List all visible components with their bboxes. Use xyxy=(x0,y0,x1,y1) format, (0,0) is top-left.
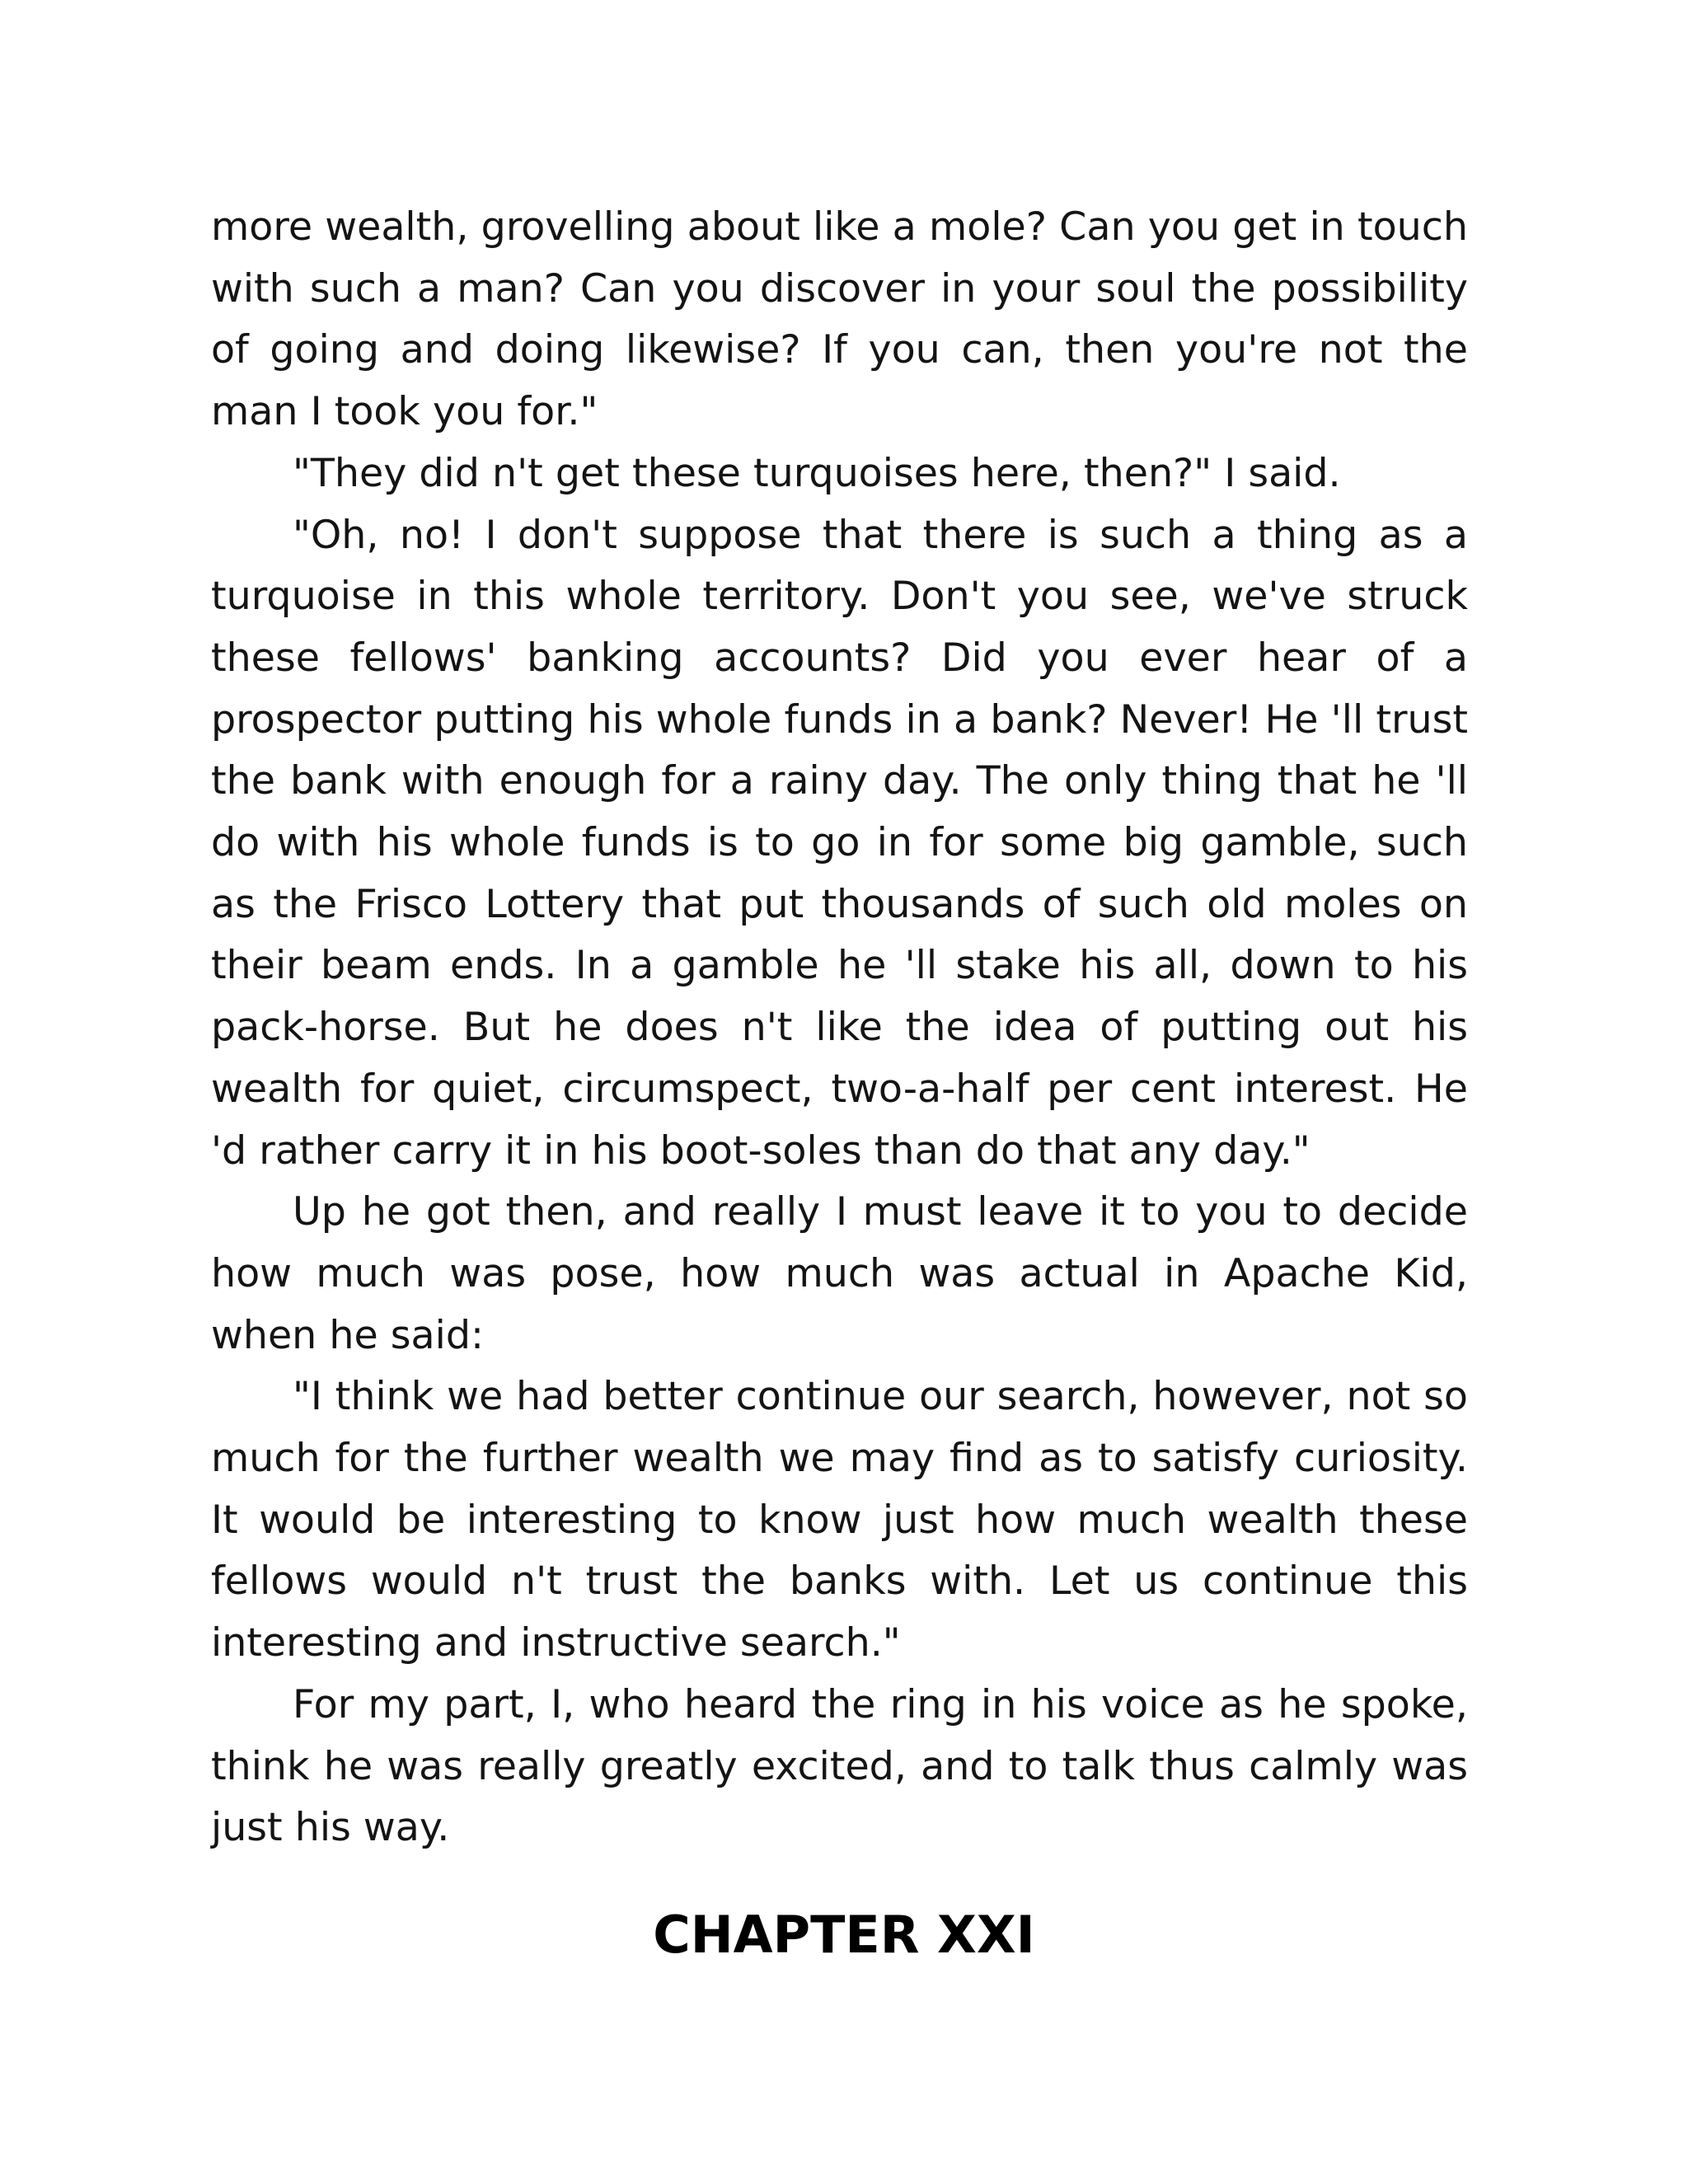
paragraph: "They did n't get these turquoises here, then?" I said. xyxy=(293,450,1341,496)
paragraph: Up he got then, and really I must leave it to you to decide how much was pose, how much was actual in Apache Kid, when he said: xyxy=(211,1189,1468,1358)
paragraph: "Oh, no! I don't suppose that there is such a thing as a turquoise in this whole territory. Don't you see, we've struck these fellows' banking accounts? Did you ever hear of a prospector putting his whole funds in a bank? Never! He 'll trust the bank with enough for a rainy day. The only thing that he 'll do with his whole funds is to go in for some big gamble, such as the Frisco Lottery that put thousands of such old moles on their beam ends. In a gamble he 'll stake his all, down to his pack-horse. But he does n't like the idea of putting out his wealth for quiet, circumspect, two-a-half per cent interest. He 'd rather carry it in his boot-soles than do that any day." xyxy=(211,512,1468,1174)
chapter-heading: CHAPTER XXI xyxy=(653,1905,1035,1965)
paragraph-continuation: more wealth, grovelling about like a mole? Can you get in touch with such a man? Can you discover in your soul the possibility of going and doing likewise? If you can, then you're not the man I took you for." xyxy=(211,204,1468,435)
paragraph: For my part, I, who heard the ring in his voice as he spoke, think he was really greatly excited, and to talk thus calmly was just his way. xyxy=(211,1681,1468,1851)
paragraph: "I think we had better continue our search, however, not so much for the further wealth we may find as to satisfy curiosity. It would be interesting to know just how much wealth these fellows would n't trust the banks with. Let us continue this interesting and instructive search." xyxy=(211,1374,1468,1666)
body-text xyxy=(211,197,1468,1859)
